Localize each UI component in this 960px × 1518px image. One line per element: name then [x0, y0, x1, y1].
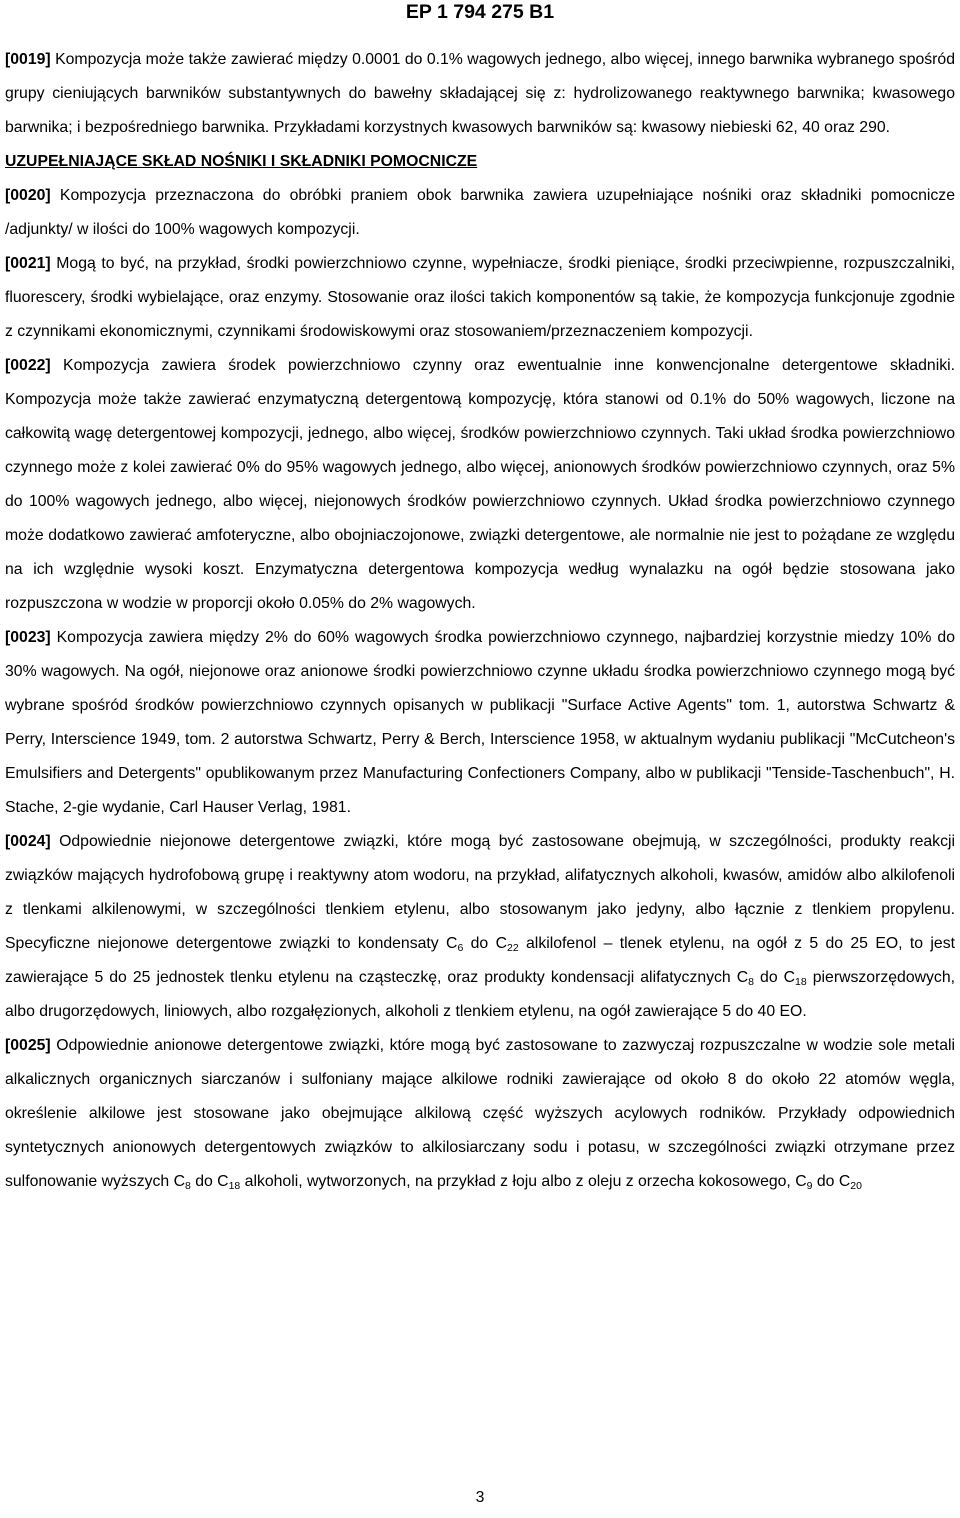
patent-number-header: EP 1 794 275 B1: [405, 1, 555, 23]
paragraph-0022: [5, 349, 955, 621]
paragraph-text: Kompozycja zawiera środek powierzchniowo czynny oraz ewentualnie inne konwencjonalne detergentowe składniki. Kompozycja może także zawierać enzymatyczną detergentową kompozycję, która stanowi od 0.1% do 50% wagowych, liczone na całkowitą wagę detergentowej kompozycji, jednego, albo więcej, środków powierzchniowo czynnych. Taki układ środka powierzchniowo czynnego może z kolei zawierać 0% do 95% wagowych jednego, albo więcej, anionowych środków powierzchniowo czynnych, oraz 5% do 100% wagowych jednego, albo więcej, niejonowych środków powierzchniowo czynnych. Układ środka powierzchniowo czynnego może dodatkowo zawierać amfoteryczne, albo obojniaczojonowe, związki detergentowe, ale normalnie nie jest to pożądane ze względu na ich względnie wysoki koszt. Enzymatyczna detergentowa kompozycja według wynalazku na ogół będzie stosowana jako rozpuszczona w wodzie w proporcji około 0.05% do 2% wagowych.: [5, 357, 955, 612]
paragraph-id: [0021]: [5, 255, 51, 272]
paragraph-text: do C: [190, 1173, 229, 1190]
paragraph-text: do C: [754, 969, 796, 986]
paragraph-text: do C: [463, 935, 507, 952]
paragraph-text: alkilofenol – tlenek etylenu, na ogół z 5 do 25 EO, to jest zawierające 5 do 25 jednostek tlenku etylenu na cząsteczkę, oraz produkty kondensacji alifatycznych C: [5, 935, 955, 986]
paragraph-id: [0019]: [5, 51, 51, 68]
page-number: 3: [475, 1489, 485, 1506]
paragraph-id: [0024]: [5, 833, 51, 850]
subscript: 8: [184, 1180, 191, 1192]
paragraph-id: [0025]: [5, 1037, 51, 1054]
subscript: 8: [748, 976, 754, 988]
subscript: 9: [806, 1180, 813, 1192]
paragraph-id: [0023]: [5, 629, 51, 646]
section-heading: UZUPEŁNIAJĄCE SKŁAD NOŚNIKI I SKŁADNIKI POMOCNICZE: [5, 153, 478, 170]
subscript: 18: [795, 976, 807, 988]
paragraph-0024: [5, 825, 955, 1029]
paragraph-text: do C: [812, 1173, 851, 1190]
paragraph-text: Odpowiednie niejonowe detergentowe związki, które mogą być zastosowane obejmują, w szczególności, produkty reakcji związków mających hydrofobową grupę i reaktywny atom wodoru, na przykład, alifatycznych alkoholi, kwasów, amidów albo alkilofenoli z tlenkami alkilenowymi, w szczególności tlenkiem etylenu, albo stosowanym jako jedyny, albo łącznie z tlenkiem propylenu. Specyficzne niejonowe detergentowe związki to kondensaty C: [5, 833, 955, 952]
subscript: 6: [457, 942, 464, 954]
paragraph-text: Kompozycja przeznaczona do obróbki praniem obok barwnika zawiera uzupełniające nośniki oraz składniki pomocnicze /adjunkty/ w ilości do 100% wagowych kompozycji.: [5, 187, 955, 238]
paragraph-0023: [5, 621, 955, 825]
paragraph-id: [0022]: [5, 357, 51, 374]
paragraph-0025: [5, 1029, 955, 1199]
paragraph-text: Kompozycja może także zawierać między 0.0001 do 0.1% wagowych jednego, albo więcej, innego barwnika wybranego spośród grupy cieniujących barwników substantywnych do bawełny składającej się z: hydrolizowanego reaktywnego barwnika; kwasowego barwnika; i bezpośredniego barwnika. Przykładami korzystnych kwasowych barwników są: kwasowy niebieski 62, 40 oraz 290.: [5, 51, 955, 136]
paragraph-0020: [5, 179, 955, 247]
paragraph-text: Kompozycja zawiera między 2% do 60% wagowych środka powierzchniowo czynnego, najbardziej korzystnie miedzy 10% do 30% wagowych. Na ogół, niejonowe oraz anionowe środki powierzchniowo czynne układu środka powierzchniowo czynnego mogą być wybrane spośród środków powierzchniowo czynnych opisanych w publikacji "Surface Active Agents" tom. 1, autorstwa Schwartz & Perry, Interscience 1949, tom. 2 autorstwa Schwartz, Perry & Berch, Interscience 1958, w aktualnym wydaniu publikacji "McCutcheon's Emulsifiers and Detergents" opublikowanym przez Manufacturing Confectioners Company, albo w publikacji "Tenside-Taschenbuch", H. Stache, 2-gie wydanie, Carl Hauser Verlag, 1981.: [5, 629, 955, 816]
subscript: 20: [850, 1180, 862, 1192]
paragraph-id: [0020]: [5, 187, 51, 204]
paragraph-0021: [5, 247, 955, 349]
subscript: 18: [228, 1180, 241, 1192]
paragraph-text: pierwszorzędowych, albo drugorzędowych, liniowych, albo rozgałęzionych, alkoholi z tlenkiem etylenu, na ogół zawierające 5 do 40 EO.: [5, 969, 955, 1020]
subscript: 22: [506, 942, 519, 954]
paragraph-text: Mogą to być, na przykład, środki powierzchniowo czynne, wypełniacze, środki pieniące, środki przeciwpienne, rozpuszczalniki, fluorescery, środki wybielające, oraz enzymy. Stosowanie oraz ilości takich komponentów są takie, że kompozycja funkcjonuje zgodnie z czynnikami ekonomicznymi, czynnikami środowiskowymi oraz stosowaniem/przeznaczeniem kompozycji.: [5, 255, 955, 340]
paragraph-text: alkoholi, wytworzonych, na przykład z łoju albo z oleju z orzecha kokosowego, C: [240, 1173, 807, 1190]
paragraph-text: Odpowiednie anionowe detergentowe związki, które mogą być zastosowane to zazwyczaj rozpuszczalne w wodzie sole metali alkalicznych organicznych siarczanów i sulfoniany mające alkilowe rodniki zawierające od około 8 do około 22 atomów węgla, określenie alkilowe jest stosowane jako obejmujące alkilową część wyższych acylowych rodników. Przykłady odpowiednich syntetycznych anionowych detergentowych związków to alkilosiarczany sodu i potasu, w szczególności związki otrzymane przez sulfonowanie wyższych C: [5, 1037, 955, 1190]
document-body: [5, 43, 955, 1199]
paragraph-0019: [5, 43, 955, 145]
